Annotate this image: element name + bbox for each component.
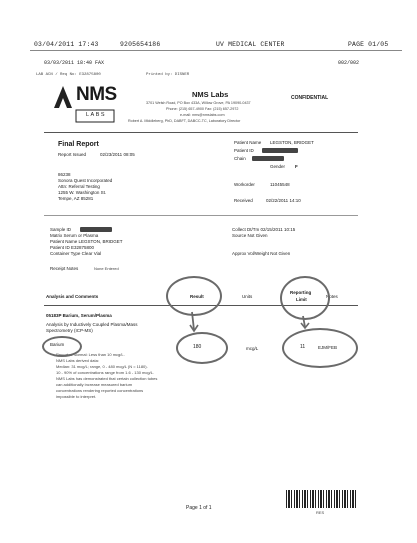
result-units: mcg/L bbox=[246, 346, 259, 351]
client-rule bbox=[44, 215, 358, 216]
sample-patient-name: Patient Name LEGSTON, BRIDGET bbox=[50, 239, 123, 244]
comment-line: 10 - 90% of concentrations range from 1.6 - 130 mcg/L. bbox=[56, 370, 155, 375]
confidential-label: CONFIDENTIAL bbox=[291, 95, 329, 101]
result-header-circle bbox=[166, 276, 222, 316]
sample-patient-id: Patient ID E32875800 bbox=[50, 245, 95, 250]
lab-name: NMS Labs bbox=[192, 90, 229, 99]
workorder-value: 11045548 bbox=[270, 182, 290, 187]
approx-volume: Approx Vol/Weight Not Given bbox=[232, 251, 291, 256]
chain-label: Chain bbox=[234, 156, 246, 161]
patient-name-value: LEGSTON, BRIDGET bbox=[270, 140, 314, 145]
gender-value: F bbox=[295, 164, 298, 169]
chain-redaction bbox=[252, 156, 284, 161]
fax-header-datetime: 03/04/2011 17:43 bbox=[34, 41, 99, 48]
gender-label: Gender bbox=[270, 164, 286, 169]
barcode bbox=[286, 490, 358, 508]
patient-id-label: Patient ID bbox=[234, 148, 254, 153]
fax-header-rule bbox=[30, 50, 402, 51]
comment-line: Median: 31 mcg/L; range, 0 - 480 mcg/L (N = 1180). bbox=[56, 364, 148, 369]
fax-header2-page: 002/002 bbox=[338, 60, 360, 66]
comment-line: Reported Normal: Less than 10 mcg/L. bbox=[56, 352, 125, 357]
sample-id-label: Sample ID bbox=[50, 227, 72, 232]
client-line1: Sonora Quest Incorporated bbox=[58, 178, 113, 183]
client-line2: Attn: Referral Testing bbox=[58, 184, 100, 189]
sample-container: Container Type Clear Vial bbox=[50, 251, 102, 256]
fax-header-page: PAGE 01/05 bbox=[348, 41, 389, 48]
sample-matrix: Matrix Serum or Plasma bbox=[50, 233, 99, 238]
workorder-label: Workorder bbox=[234, 182, 255, 187]
sample-source: Source Not Given bbox=[232, 233, 268, 238]
lab-acn: LAB ACN / Req No: E32875800 bbox=[36, 73, 101, 77]
col-notes-header: Notes bbox=[326, 294, 338, 299]
col-reporting-limit-header-1: Reporting bbox=[290, 290, 312, 295]
sample-id-redaction bbox=[80, 227, 112, 232]
receipt-notes-value: None Entered bbox=[94, 266, 119, 271]
report-issued-label: Report Issued bbox=[58, 152, 87, 157]
comment-line: NMS Labs derived data: bbox=[56, 358, 99, 363]
received-label: Received bbox=[234, 198, 253, 203]
receipt-notes-label: Receipt Notes bbox=[50, 266, 79, 271]
collect-datetime: Collect Dt/Tm 02/15/2011 10:15 bbox=[232, 227, 296, 232]
test-title: 05183P Barium, Serum/Plasma bbox=[46, 313, 112, 318]
reporting-limit-value: 11 bbox=[300, 344, 306, 350]
analyte-name: Barium bbox=[50, 342, 65, 347]
client-line4: Tempe, AZ 85281 bbox=[58, 196, 94, 201]
patient-id-redaction bbox=[262, 148, 298, 153]
comment-line: can additionally increase measured barium bbox=[56, 382, 133, 387]
col-units-header: Units bbox=[242, 294, 253, 299]
col-result-header: Result bbox=[190, 294, 204, 299]
barcode-label: RES bbox=[316, 510, 325, 515]
client-line3: 1255 W. Washington St. bbox=[58, 190, 107, 195]
client-code: 86238 bbox=[58, 172, 71, 177]
report-issued-value: 02/23/2011 08:05 bbox=[100, 152, 135, 157]
page-footer: Page 1 of 1 bbox=[186, 505, 212, 511]
fax-header-center: UV MEDICAL CENTER bbox=[216, 41, 285, 48]
lab-director: Robert A. Middleberg, PhD, DABFT, DABCC-TC, Laboratory Director bbox=[128, 119, 241, 123]
fax-header2-datetime: 03/03/2011 18:40 FAX bbox=[44, 60, 105, 66]
logo-sub: LABS bbox=[86, 112, 107, 118]
analyte-circle bbox=[42, 336, 82, 357]
lab-email: e-mail: nms@nmslabs.com bbox=[180, 113, 225, 117]
reporting-limit-header-circle bbox=[280, 276, 330, 320]
lab-address: 3701 Welsh Road, PO Box 433A, Willow Grove, PA 19090-0437 bbox=[146, 101, 251, 105]
test-method-2: Spectrometry (ICP-MS) bbox=[46, 328, 93, 333]
fax-header-phone: 9205654186 bbox=[120, 41, 161, 48]
result-value-circle bbox=[176, 332, 228, 364]
comment-line: NMS Labs has demonstrated that certain collection tubes bbox=[56, 376, 158, 381]
nms-logo bbox=[52, 84, 120, 126]
header-rule bbox=[44, 132, 358, 133]
logo-text: NMS bbox=[76, 84, 117, 105]
comment-line: impossible to interpret. bbox=[56, 394, 97, 399]
lab-phone: Phone: (215) 657-4900 Fax: (215) 657-2972 bbox=[166, 107, 239, 111]
test-method-1: Analysis by Inductively Coupled Plasma/Mass bbox=[46, 322, 138, 327]
result-notes: EJM/FEB bbox=[318, 345, 338, 350]
reporting-limit-value-circle bbox=[282, 328, 358, 368]
col-reporting-limit-header-2: Limit bbox=[296, 297, 307, 302]
report-title: Final Report bbox=[58, 141, 99, 148]
received-value: 02/22/2011 14:10 bbox=[266, 198, 301, 203]
comment-line: concentrations rendering reported concentrations bbox=[56, 388, 144, 393]
printed-by: Printed by: DISNER bbox=[146, 73, 190, 77]
col-analysis-header: Analysis and Comments bbox=[46, 294, 99, 299]
patient-name-label: Patient Name bbox=[234, 140, 262, 145]
result-value: 180 bbox=[193, 344, 202, 350]
